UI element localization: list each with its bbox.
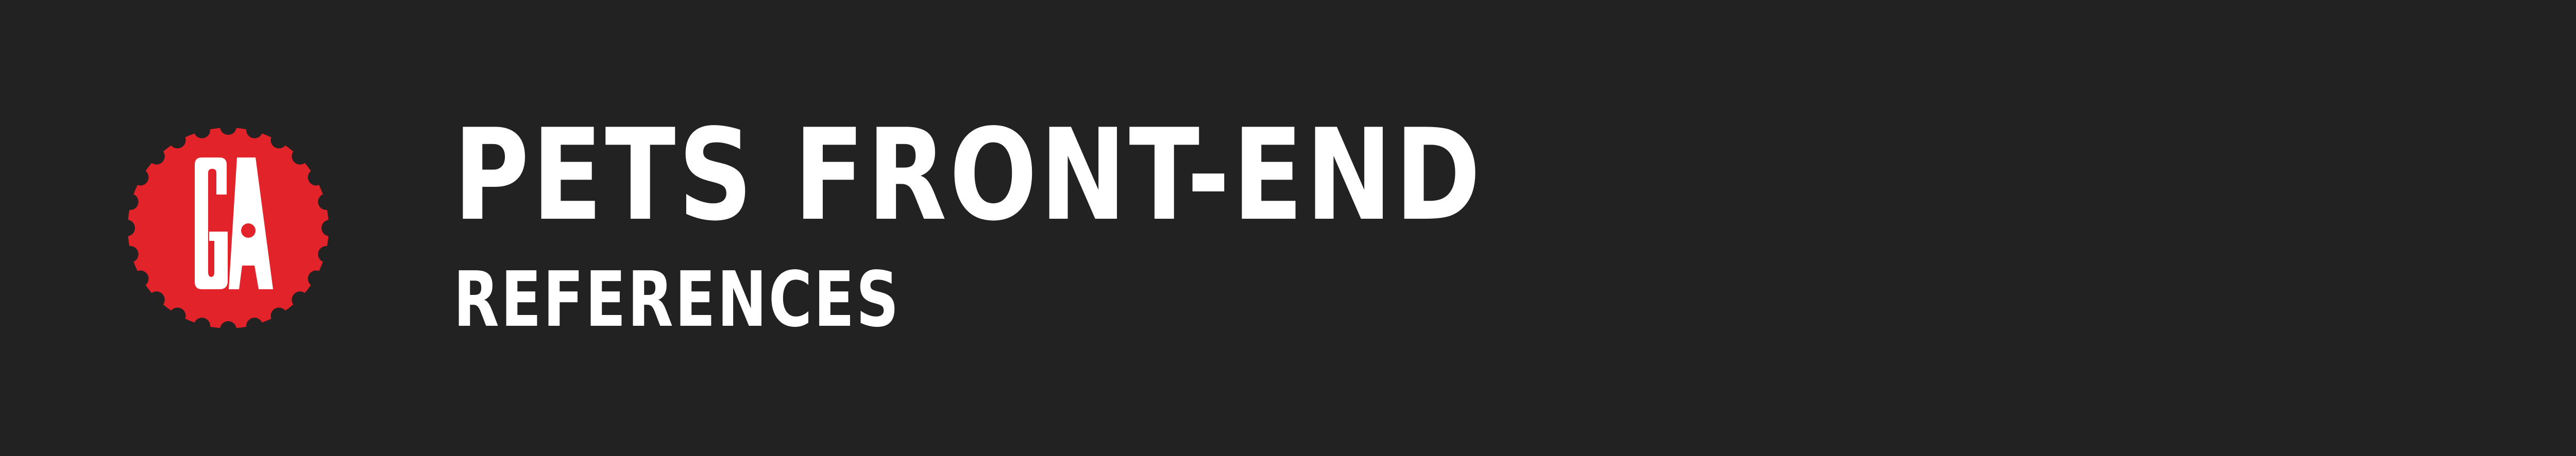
page-title: PETS FRONT-END — [453, 102, 1483, 249]
page-subtitle: REFERENCES — [453, 255, 901, 344]
ga-gear-logo-icon — [117, 117, 339, 339]
banner-text — [453, 102, 1709, 344]
